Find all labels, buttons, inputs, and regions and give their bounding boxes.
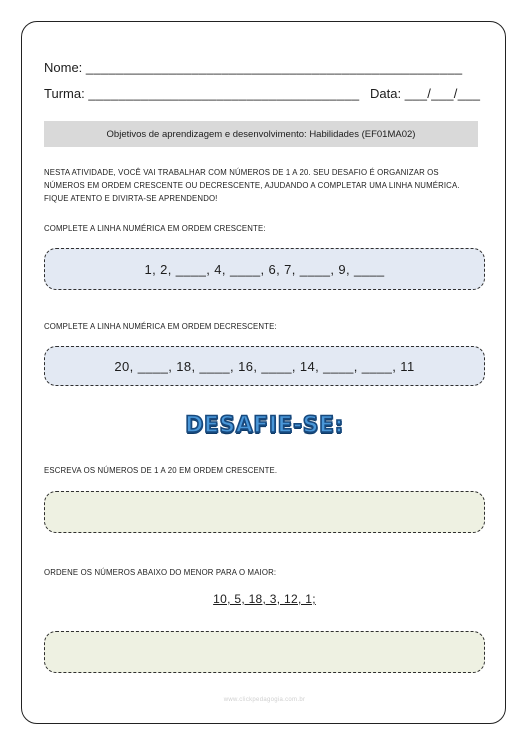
exercise4-instruction: ORDENE OS NÚMEROS ABAIXO DO MENOR PARA O MAIOR: <box>44 568 277 577</box>
ascending-number-line[interactable] <box>44 248 485 290</box>
date-blank[interactable]: ___/___/___ <box>404 86 481 101</box>
descending-sequence: 20, ____, 18, ____, 16, ____, 14, ____, ____, 11 <box>114 358 415 374</box>
class-field[interactable] <box>44 86 359 101</box>
footer-url: www.clickpedagogia.com.br <box>223 697 306 703</box>
ascending-sequence: 1, 2, ____, 4, ____, 6, 7, ____, 9, ____ <box>144 261 385 277</box>
date-field[interactable] <box>370 86 480 101</box>
descending-number-line[interactable] <box>44 346 485 386</box>
challenge-title: DESAFIE-SE: <box>185 413 344 438</box>
class-label: Turma: <box>44 86 85 101</box>
exercise2-instruction: COMPLETE A LINHA NUMÉRICA EM ORDEM DECRESCENTE: <box>44 322 277 331</box>
exercise3-instruction: ESCREVA OS NÚMEROS DE 1 A 20 EM ORDEM CRESCENTE. <box>44 466 278 475</box>
ascending-answer-box[interactable] <box>44 491 485 533</box>
intro-line: FIQUE ATENTO E DIVIRTA-SE APRENDENDO! <box>44 194 218 203</box>
name-field[interactable] <box>44 60 462 75</box>
exercise1-instruction: COMPLETE A LINHA NUMÉRICA EM ORDEM CRESCENTE: <box>44 224 266 233</box>
order-answer-box[interactable] <box>44 631 485 673</box>
intro-paragraph <box>44 166 494 205</box>
objectives-text: Objetivos de aprendizagem e desenvolvimento: Habilidades (EF01MA02) <box>106 128 416 140</box>
intro-line: NÚMEROS EM ORDEM CRESCENTE OU DECRESCENTE, AJUDANDO A COMPLETAR UMA LINHA NUMÉRICA. <box>44 181 460 190</box>
numbers-to-order: 10, 5, 18, 3, 12, 1; <box>213 592 316 606</box>
name-blank[interactable]: __________________________________________________ <box>85 60 463 75</box>
class-blank[interactable]: ____________________________________ <box>88 86 360 101</box>
intro-line: NESTA ATIVIDADE, VOCÊ VAI TRABALHAR COM NÚMEROS DE 1 A 20. SEU DESAFIO É ORGANIZAR OS <box>44 168 439 177</box>
date-label: Data: <box>370 86 402 101</box>
name-label: Nome: <box>44 60 83 75</box>
objectives-banner <box>44 121 478 147</box>
